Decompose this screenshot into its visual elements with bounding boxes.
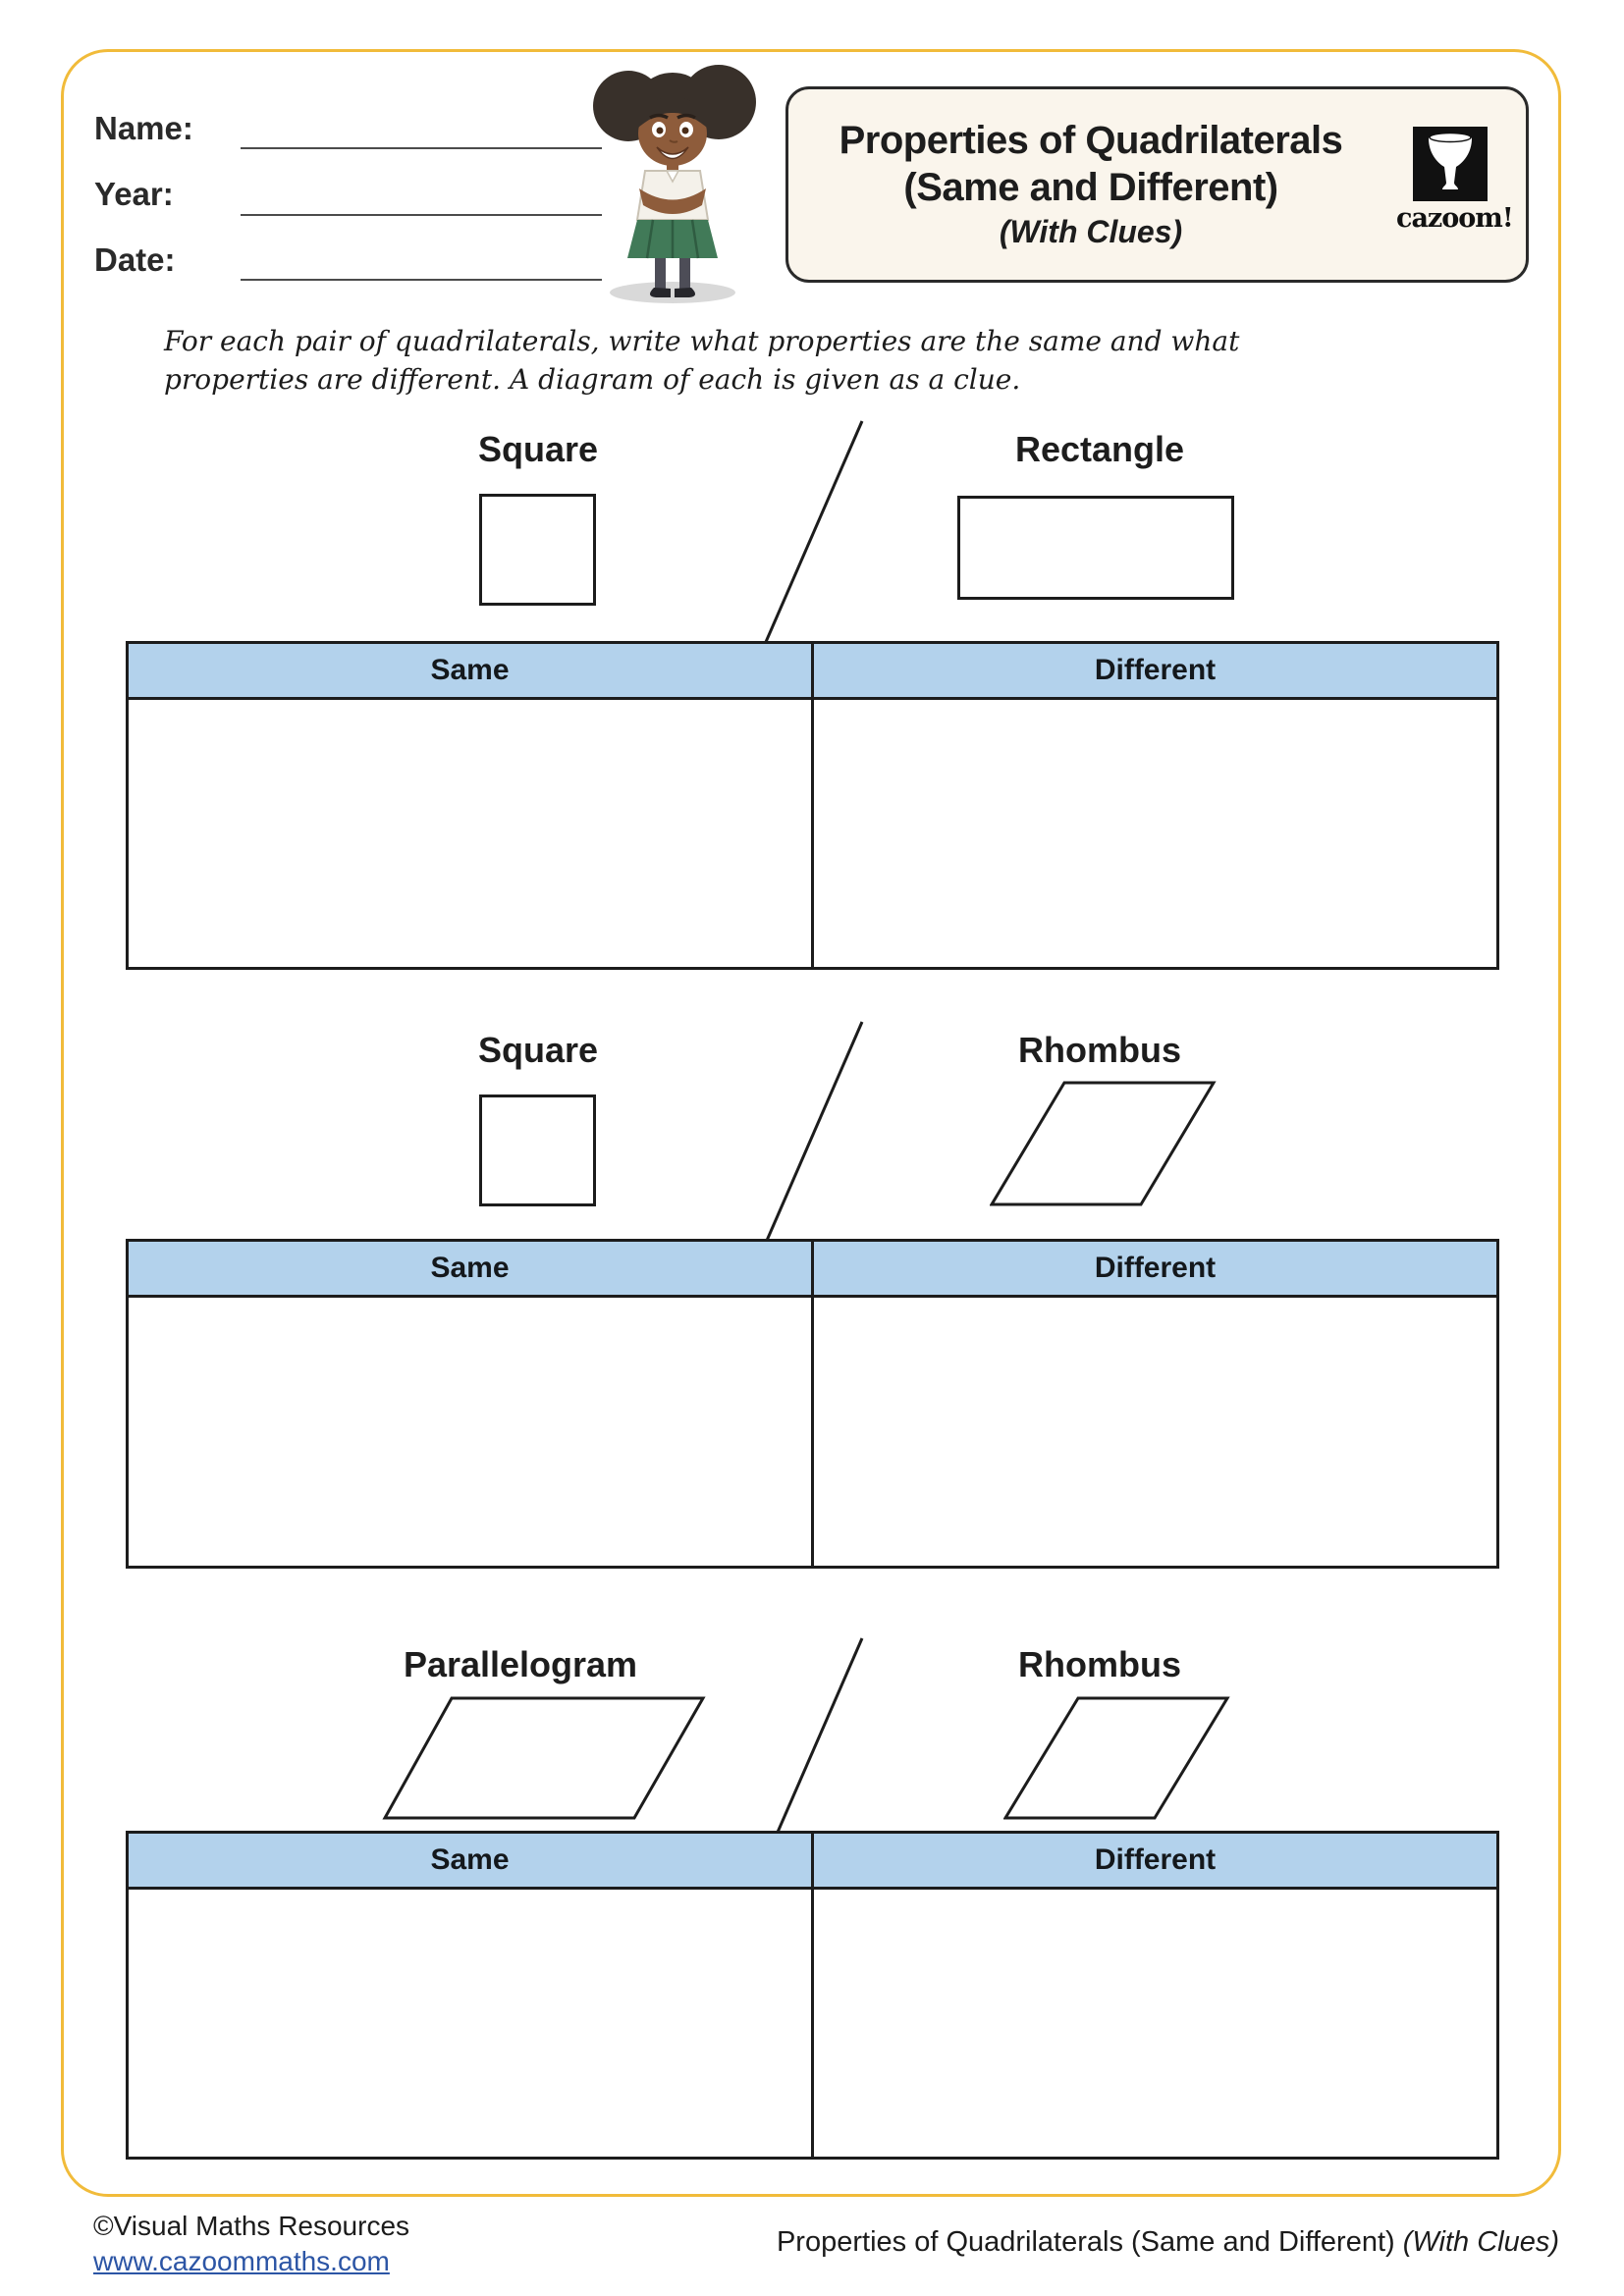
table-3-header-different: Different bbox=[811, 1834, 1496, 1887]
year-field-line[interactable] bbox=[241, 214, 602, 216]
name-label: Name: bbox=[94, 110, 193, 146]
footer-document-title bbox=[589, 2226, 1559, 2259]
table-2-header-different: Different bbox=[811, 1242, 1496, 1295]
instructions-line1: For each pair of quadrilaterals, write what properties are the same and what bbox=[164, 325, 1240, 357]
cazoom-logo-square bbox=[1413, 127, 1488, 201]
left-shape-label: Square bbox=[477, 1030, 599, 1070]
table-3-answer-cell-different[interactable] bbox=[811, 1890, 1496, 2157]
title-box bbox=[785, 86, 1529, 283]
table-3-header-same: Same bbox=[430, 1843, 510, 1876]
rhombus-diagram bbox=[990, 1080, 1218, 1207]
footer-document-title-main: Properties of Quadrilaterals (Same and Different) bbox=[776, 2226, 1403, 2258]
square-diagram bbox=[479, 1095, 596, 1206]
instructions-line2: properties are different. A diagram of each is given as a clue. bbox=[164, 363, 1021, 396]
table-2-header-same: Same bbox=[430, 1252, 510, 1284]
properties-table-2 bbox=[126, 1239, 1499, 1569]
table-1-header-different: Different bbox=[811, 644, 1496, 697]
cazoom-logo-text: cazoom! bbox=[1396, 203, 1513, 234]
djembe-drum-icon bbox=[1413, 127, 1488, 201]
worksheet-title-line2: (Same and Different) bbox=[903, 166, 1278, 209]
table-2-body-row bbox=[129, 1298, 1496, 1566]
cazoom-logo bbox=[1396, 127, 1513, 234]
table-2-header-row bbox=[129, 1242, 1496, 1298]
right-shape-label: Rhombus bbox=[1018, 1030, 1181, 1070]
table-1-header-same: Same bbox=[430, 654, 510, 686]
square-diagram bbox=[479, 494, 596, 606]
name-field-line[interactable] bbox=[241, 147, 602, 149]
left-shape-label: Square bbox=[477, 429, 599, 469]
right-shape-label: Rectangle bbox=[1014, 429, 1185, 469]
table-3-header-row bbox=[129, 1834, 1496, 1890]
rectangle-diagram bbox=[957, 496, 1234, 600]
slash-divider-icon bbox=[754, 416, 872, 647]
instructions bbox=[164, 322, 1401, 399]
footer-copyright: ©Visual Maths Resources bbox=[93, 2211, 410, 2241]
worksheet-title bbox=[796, 89, 1385, 280]
parallelogram-diagram bbox=[381, 1695, 707, 1821]
right-shape-label: Rhombus bbox=[1018, 1644, 1181, 1684]
table-1-answer-cell-different[interactable] bbox=[811, 700, 1496, 967]
footer-website-link[interactable]: www.cazoommaths.com bbox=[93, 2246, 390, 2276]
table-3-body-row bbox=[129, 1890, 1496, 2157]
table-3-answer-cell-same[interactable] bbox=[129, 1890, 811, 2157]
worksheet-title-line1: Properties of Quadrilaterals bbox=[839, 119, 1343, 162]
slash-divider-icon bbox=[754, 1633, 872, 1864]
table-1-header-row bbox=[129, 644, 1496, 700]
date-label: Date: bbox=[94, 241, 176, 278]
footer-document-title-suffix: (With Clues) bbox=[1402, 2226, 1559, 2258]
table-2-answer-cell-different[interactable] bbox=[811, 1298, 1496, 1566]
year-label: Year: bbox=[94, 176, 174, 212]
properties-table-3 bbox=[126, 1831, 1499, 2160]
worksheet-title-line3: (With Clues) bbox=[999, 214, 1183, 249]
rhombus-diagram bbox=[1003, 1695, 1231, 1821]
slash-divider-icon bbox=[754, 1017, 872, 1248]
table-2-answer-cell-same[interactable] bbox=[129, 1298, 811, 1566]
table-1-body-row bbox=[129, 700, 1496, 967]
student-character-illustration bbox=[574, 51, 771, 308]
properties-table-1 bbox=[126, 641, 1499, 970]
date-field-line[interactable] bbox=[241, 279, 602, 281]
table-1-answer-cell-same[interactable] bbox=[129, 700, 811, 967]
left-shape-label: Parallelogram bbox=[403, 1644, 638, 1684]
